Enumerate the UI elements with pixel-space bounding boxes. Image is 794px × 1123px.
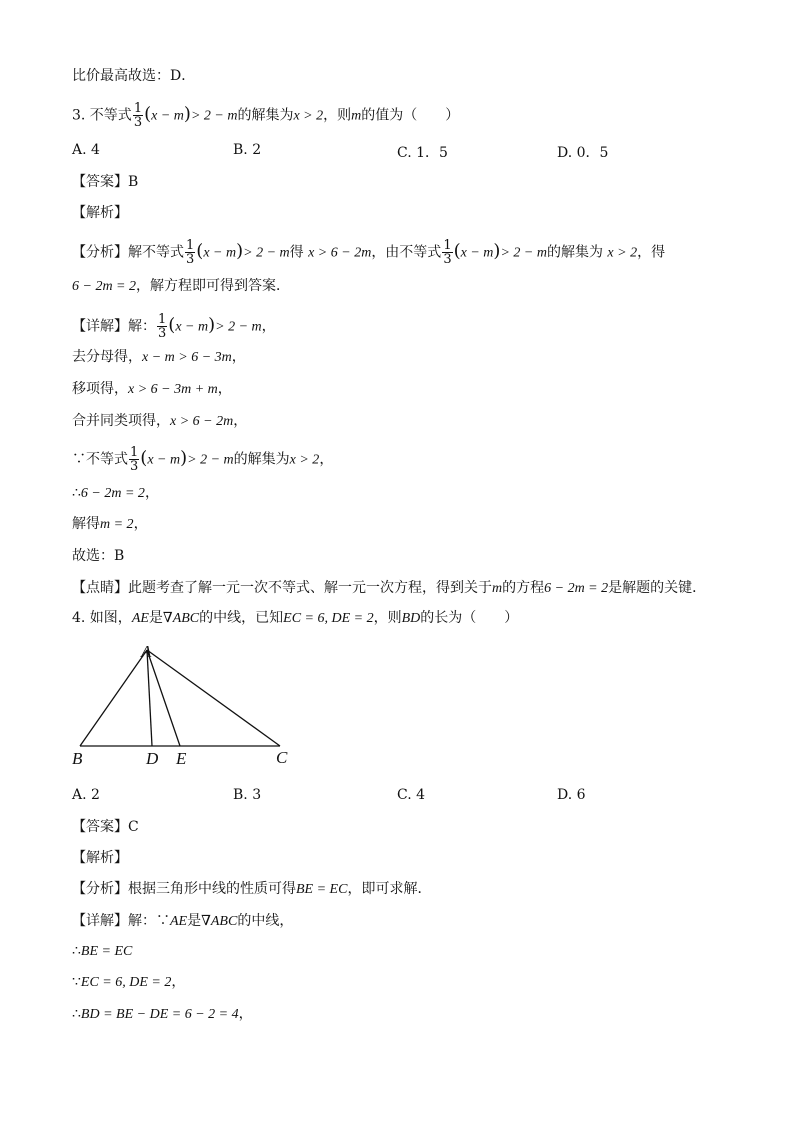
guxuan-3: 故选：B (72, 548, 125, 564)
prev-conclusion: 比价最高故选：D． (72, 68, 196, 84)
xiangjie-4: 【详解】解：∵AE是∇ABC的中线， (72, 913, 294, 929)
q4-option-b: B. 3 (233, 787, 262, 803)
segment-ad (147, 650, 152, 746)
segment-ae (147, 650, 180, 746)
label-e: E (176, 749, 187, 768)
label-a: A (141, 642, 152, 661)
step-1: 去分母得，x − m > 6 − 3m， (72, 349, 246, 365)
dianjing-3: 【点睛】此题考查了解一元一次不等式、解一元一次方程，得到关于m的方程6 − 2m = 2是解题的关键． (72, 580, 707, 596)
fenxi-4: 【分析】根据三角形中线的性质可得BE = EC，即可求解． (72, 881, 432, 897)
step-4: ∵不等式 $\frac{1}{3}$ (x − m)> 2 − m的解集为x > 2， (72, 445, 334, 474)
s4-line-1: ∴BE = EC (72, 943, 133, 959)
label-d: D (146, 749, 159, 768)
q4-option-a: A. 2 (72, 787, 100, 803)
q3-option-d: D. 0．5 (557, 145, 609, 161)
fenxi-3: 【分析】解不等式 $\frac{1}{3}$ (x − m)> 2 − m得 x > 6 − 2m，由不等式 $\frac{1}{3}$ (x − m)> 2 − m的解集为 x > 2，得 (72, 238, 666, 267)
step-6: 解得m = 2， (72, 516, 148, 532)
step-5: ∴6 − 2m = 2， (72, 485, 159, 501)
xiangjie-3: 【详解】解： $\frac{1}{3}$ (x − m)> 2 − m， (72, 312, 276, 341)
analysis-3-title: 【解析】 (72, 205, 128, 221)
triangle-figure (68, 640, 308, 770)
step-2: 移项得，x > 6 − 3m + m， (72, 381, 232, 397)
side-ac (147, 650, 280, 746)
analysis-4-title: 【解析】 (72, 850, 128, 866)
step-3: 合并同类项得，x > 6 − 2m， (72, 413, 248, 429)
q3-option-a: A. 4 (72, 142, 100, 158)
side-ab (80, 650, 147, 746)
question-4: 4. 如图，AE是∇ABC的中线，已知EC = 6, DE = 2，则BD的长为（ ） (72, 610, 519, 626)
fenxi-3-cont: 6 − 2m = 2，解方程即可得到答案． (72, 278, 291, 294)
q3-option-b: B. 2 (233, 142, 262, 158)
q4-option-d: D. 6 (557, 787, 586, 803)
q4-option-c: C. 4 (397, 787, 426, 803)
question-3: 3. 不等式 $\frac{1}{3}$ (x − m)> 2 − m的解集为x > 2，则m的值为（ ） (72, 101, 460, 130)
label-c: C (276, 748, 288, 767)
fraction: $\frac{1}{3}$ (133, 101, 143, 130)
answer-4: 【答案】C (72, 819, 139, 835)
q3-option-c: C. 1．5 (397, 145, 448, 161)
label-b: B (72, 749, 83, 768)
s4-line-2: ∵EC = 6, DE = 2， (72, 974, 186, 990)
answer-3: 【答案】B (72, 174, 139, 190)
s4-line-3: ∴BD = BE − DE = 6 − 2 = 4， (72, 1006, 253, 1022)
